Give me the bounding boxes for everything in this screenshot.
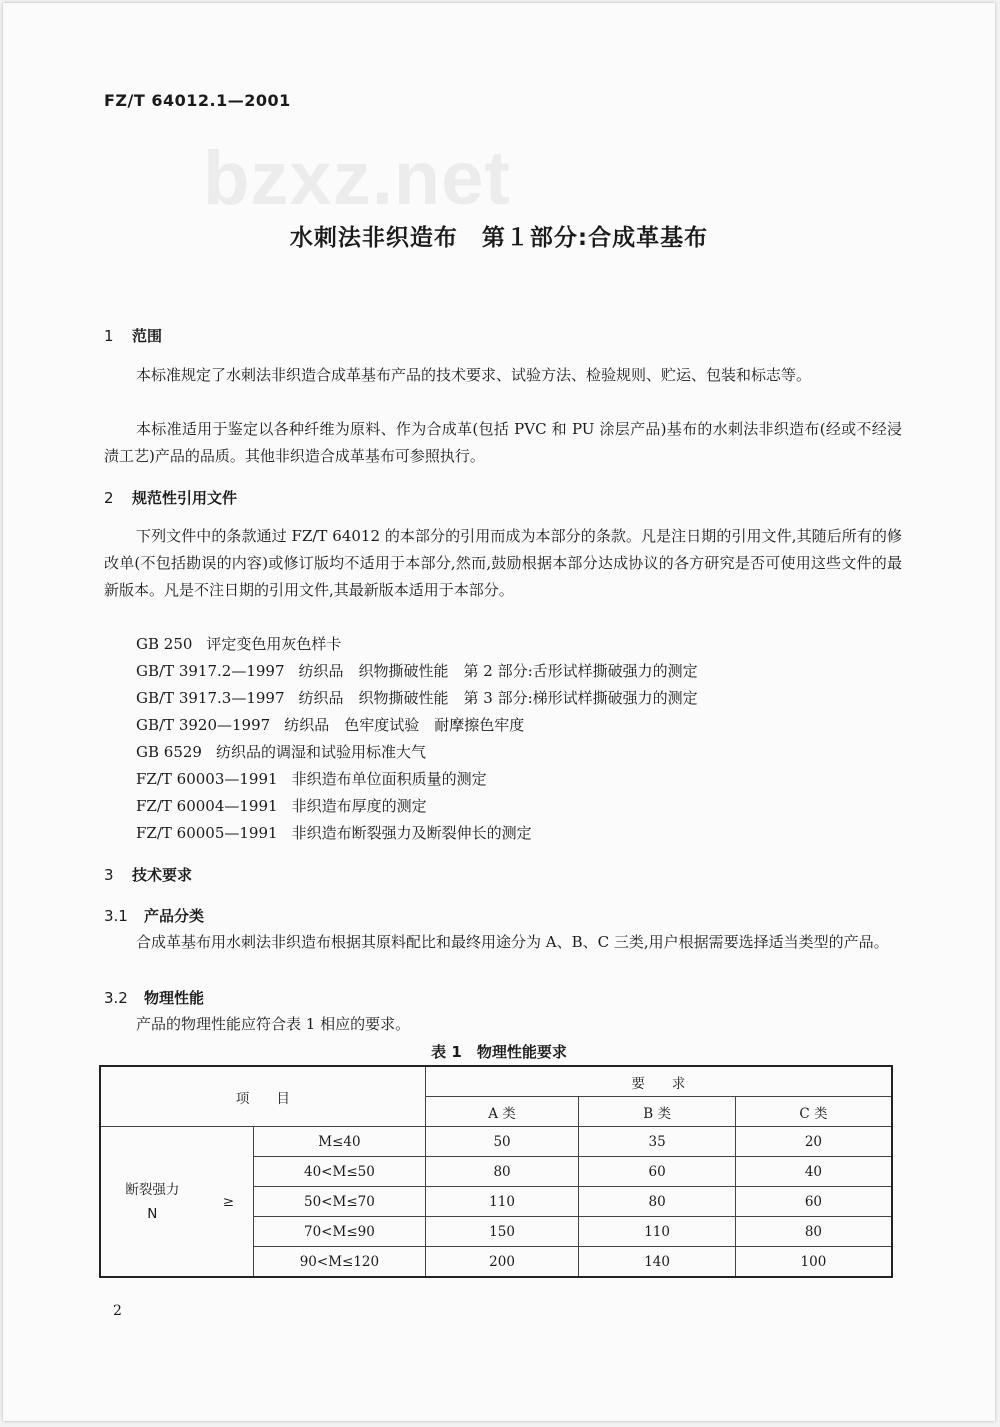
- table-caption: 表 1 物理性能要求: [431, 1043, 567, 1061]
- reference-item: GB 6529 纺织品的调湿和试验用标准大气: [136, 743, 426, 761]
- ge-symbol: ≥: [204, 1127, 254, 1278]
- section-number: 3.2: [104, 989, 128, 1007]
- document-number: FZ/T 64012.1—2001: [104, 91, 291, 110]
- watermark: bzxz.net: [203, 136, 511, 221]
- section-3-2-heading: [104, 987, 204, 1008]
- breaking-strength-label: 断裂强力 N: [100, 1127, 204, 1278]
- range-cell: M≤40: [254, 1127, 426, 1157]
- value-cell: 35: [579, 1127, 736, 1157]
- section-1-paragraph-1: 本标准规定了水刺法非织造合成革基布产品的技术要求、试验方法、检验规则、贮运、包装和标志等。: [136, 366, 812, 384]
- section-number: 3.1: [104, 907, 128, 925]
- value-cell: 60: [579, 1157, 736, 1187]
- section-3-heading: [104, 864, 192, 885]
- section-number: 2: [104, 489, 114, 507]
- table-header-class-c: C 类: [735, 1097, 892, 1127]
- section-3-1-heading: [104, 905, 204, 926]
- reference-item: GB/T 3917.2—1997 纺织品 织物撕破性能 第 2 部分:舌形试样撕破强力的测定: [136, 662, 698, 680]
- value-cell: 80: [579, 1187, 736, 1217]
- section-title: 物理性能: [144, 989, 205, 1007]
- range-cell: 40<M≤50: [254, 1157, 426, 1187]
- section-title: 技术要求: [132, 866, 193, 884]
- section-3-1-paragraph: 合成革基布用水刺法非织造布根据其原料配比和最终用途分为 A、B、C 三类,用户根据需要选择适当类型的产品。: [136, 933, 889, 951]
- reference-item: GB/T 3920—1997 纺织品 色牢度试验 耐摩擦色牢度: [136, 716, 525, 734]
- section-number: 3: [104, 866, 114, 884]
- section-1-paragraph-2: 本标准适用于鉴定以各种纤维为原料、作为合成革(包括 PVC 和 PU 涂层产品)基布的水刺法非织造布(经或不经浸渍工艺)产品的品质。其他非织造合成革基布可参照执行。: [104, 420, 902, 465]
- value-cell: 200: [425, 1247, 579, 1278]
- range-cell: 50<M≤70: [254, 1187, 426, 1217]
- value-cell: 150: [425, 1217, 579, 1247]
- section-number: 1: [104, 327, 114, 345]
- value-cell: 100: [735, 1247, 892, 1278]
- value-cell: 50: [425, 1127, 579, 1157]
- table-header-class-b: B 类: [579, 1097, 736, 1127]
- section-2-heading: [104, 487, 237, 508]
- reference-item: FZ/T 60005—1991 非织造布断裂强力及断裂伸长的测定: [136, 824, 532, 842]
- section-title: 范围: [132, 327, 163, 345]
- value-cell: 40: [735, 1157, 892, 1187]
- range-cell: 90<M≤120: [254, 1247, 426, 1278]
- value-cell: 80: [735, 1217, 892, 1247]
- section-2-paragraph-1: 下列文件中的条款通过 FZ/T 64012 的本部分的引用而成为本部分的条款。凡是注日期的引用文件,其随后所有的修改单(不包括勘误的内容)或修订版均不适用于本部分,然而,鼓励根据本部分达成协议的各方研究是否可使用这些文件的最新版本。凡是不注日期的引用文件,其最新版本适用于本部分。: [104, 527, 902, 599]
- page-number: 2: [113, 1303, 122, 1319]
- value-cell: 110: [425, 1187, 579, 1217]
- value-cell: 140: [579, 1247, 736, 1278]
- reference-item: FZ/T 60004—1991 非织造布厚度的测定: [136, 797, 427, 815]
- table-header-item: 项 目: [100, 1066, 425, 1127]
- section-1-heading: [104, 325, 162, 346]
- document-page: [3, 3, 995, 1421]
- reference-item: GB/T 3917.3—1997 纺织品 织物撕破性能 第 3 部分:梯形试样撕破强力的测定: [136, 689, 698, 707]
- section-title: 规范性引用文件: [132, 489, 238, 507]
- table-header-class-a: A 类: [425, 1097, 579, 1127]
- value-cell: 110: [579, 1217, 736, 1247]
- value-cell: 80: [425, 1157, 579, 1187]
- value-cell: 20: [735, 1127, 892, 1157]
- reference-item: GB 250 评定变色用灰色样卡: [136, 635, 342, 653]
- section-title: 产品分类: [144, 907, 205, 925]
- reference-item: FZ/T 60003—1991 非织造布单位面积质量的测定: [136, 770, 487, 788]
- value-cell: 60: [735, 1187, 892, 1217]
- range-cell: 70<M≤90: [254, 1217, 426, 1247]
- physical-properties-table: [99, 1065, 893, 1278]
- document-title: 水刺法非织造布 第１部分:合成革基布: [289, 225, 709, 251]
- table-header-requirements: 要 求: [425, 1066, 892, 1097]
- section-3-2-paragraph: 产品的物理性能应符合表 1 相应的要求。: [136, 1015, 411, 1033]
